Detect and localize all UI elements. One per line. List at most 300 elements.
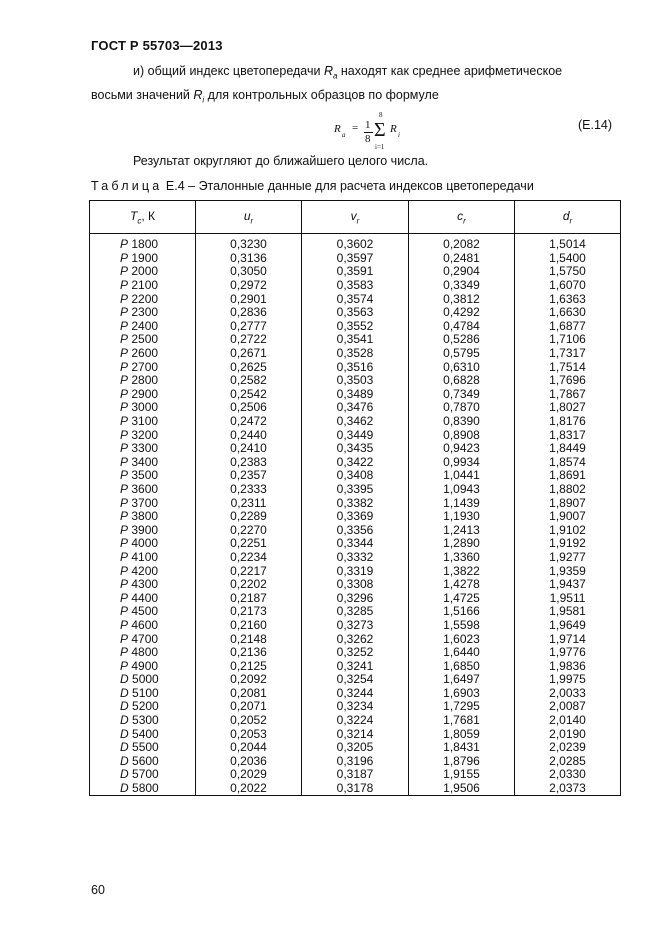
cell-temperature: [90, 591, 196, 605]
column-header-subscript: r: [250, 216, 254, 226]
table-row: [90, 537, 621, 551]
table-row: [90, 591, 621, 605]
cell-v: 0,3591: [302, 265, 409, 279]
cell-v: 0,3254: [302, 673, 409, 687]
formula-lhs: R: [334, 123, 341, 135]
table-row: [90, 347, 621, 361]
cell-c: 1,6440: [409, 646, 515, 660]
cell-d: 2,0087: [515, 700, 621, 714]
temperature-value: 4600: [131, 617, 159, 632]
table-row: [90, 632, 621, 646]
table-row: [90, 415, 621, 429]
cell-c: 0,7870: [409, 401, 515, 415]
cell-u: 0,2440: [196, 428, 302, 442]
table-caption: [91, 178, 534, 194]
cell-v: 0,3187: [302, 768, 409, 782]
temperature-value: 2700: [131, 359, 159, 374]
cell-temperature: [90, 564, 196, 578]
cell-v: 0,3583: [302, 279, 409, 293]
temperature-value: 1800: [131, 237, 159, 252]
cell-v: 0,3382: [302, 496, 409, 510]
illuminant-type: P: [120, 481, 129, 496]
temperature-value: 2100: [131, 278, 159, 293]
cell-c: 0,3349: [409, 279, 515, 293]
column-header-subscript: r: [356, 216, 360, 226]
temperature-value: 2000: [131, 264, 159, 279]
table-row: [90, 510, 621, 524]
column-header-symbol: T: [129, 208, 138, 223]
column-header-3: [409, 201, 515, 234]
temperature-value: 2800: [131, 373, 159, 388]
temperature-value: 4300: [131, 577, 159, 592]
paragraph-1-symbol: R: [323, 64, 333, 78]
cell-u: 0,2311: [196, 496, 302, 510]
temperature-value: 1900: [131, 250, 159, 265]
cell-u: 0,3136: [196, 252, 302, 266]
cell-u: 0,2671: [196, 347, 302, 361]
cell-d: 2,0033: [515, 687, 621, 701]
table-row: [90, 523, 621, 537]
illuminant-type: D: [120, 713, 129, 728]
formula-sum-lower: i=1: [375, 143, 385, 151]
cell-temperature: [90, 510, 196, 524]
cell-temperature: [90, 768, 196, 782]
cell-temperature: [90, 428, 196, 442]
cell-c: 1,6023: [409, 632, 515, 646]
cell-c: 1,5166: [409, 605, 515, 619]
table-row: [90, 252, 621, 266]
cell-temperature: [90, 727, 196, 741]
illuminant-type: P: [120, 305, 129, 320]
temperature-value: 3900: [131, 522, 159, 537]
cell-d: 1,8449: [515, 442, 621, 456]
cell-d: 1,8574: [515, 456, 621, 470]
cell-d: 1,5400: [515, 252, 621, 266]
table-row: [90, 469, 621, 483]
temperature-value: 3600: [131, 481, 159, 496]
table-row: [90, 483, 621, 497]
cell-v: 0,3332: [302, 551, 409, 565]
temperature-value: 5300: [132, 713, 159, 728]
cell-u: 0,2052: [196, 714, 302, 728]
cell-temperature: [90, 374, 196, 388]
temperature-value: 3200: [131, 427, 159, 442]
cell-v: 0,3369: [302, 510, 409, 524]
cell-u: 0,2044: [196, 741, 302, 755]
column-header-symbol: d: [562, 208, 570, 223]
paragraph-1-line2-prefix: восьми значений: [91, 88, 194, 102]
table-row: [90, 442, 621, 456]
cell-d: 1,9277: [515, 551, 621, 565]
column-header-suffix: , К: [141, 208, 155, 223]
cell-v: 0,3244: [302, 687, 409, 701]
cell-c: 1,2890: [409, 537, 515, 551]
table-caption-number: Е.4: [165, 179, 185, 193]
temperature-value: 4200: [131, 563, 159, 578]
illuminant-type: P: [120, 454, 129, 469]
cell-temperature: [90, 469, 196, 483]
cell-temperature: [90, 442, 196, 456]
cell-temperature: [90, 687, 196, 701]
temperature-value: 5100: [132, 685, 159, 700]
cell-v: 0,3503: [302, 374, 409, 388]
temperature-value: 3800: [131, 509, 159, 524]
illuminant-type: P: [120, 373, 129, 388]
cell-d: 1,8691: [515, 469, 621, 483]
cell-u: 0,2582: [196, 374, 302, 388]
table-row: [90, 659, 621, 673]
illuminant-type: P: [120, 577, 129, 592]
illuminant-type: P: [120, 237, 129, 252]
cell-c: 0,3812: [409, 292, 515, 306]
cell-temperature: [90, 714, 196, 728]
cell-d: 1,8802: [515, 483, 621, 497]
cell-c: 1,9155: [409, 768, 515, 782]
cell-u: 0,2234: [196, 551, 302, 565]
cell-u: 0,2251: [196, 537, 302, 551]
sum-sigma-icon: Σ: [374, 119, 386, 141]
temperature-value: 2600: [131, 346, 159, 361]
cell-c: 1,8796: [409, 755, 515, 769]
cell-v: 0,3541: [302, 333, 409, 347]
temperature-value: 4700: [131, 631, 159, 646]
formula-e14: [334, 110, 414, 154]
illuminant-type: P: [120, 563, 129, 578]
cell-c: 1,6497: [409, 673, 515, 687]
table-header-row: [90, 201, 621, 234]
cell-d: 1,8027: [515, 401, 621, 415]
cell-v: 0,3319: [302, 564, 409, 578]
cell-d: 2,0330: [515, 768, 621, 782]
cell-temperature: [90, 619, 196, 633]
cell-u: 0,2836: [196, 306, 302, 320]
cell-d: 1,9511: [515, 591, 621, 605]
cell-c: 1,4278: [409, 578, 515, 592]
formula-term-sub: i: [398, 131, 400, 139]
cell-u: 0,2901: [196, 292, 302, 306]
cell-d: 1,9581: [515, 605, 621, 619]
cell-temperature: [90, 551, 196, 565]
cell-temperature: [90, 347, 196, 361]
table-row: [90, 605, 621, 619]
cell-temperature: [90, 646, 196, 660]
cell-v: 0,3262: [302, 632, 409, 646]
cell-u: 0,2472: [196, 415, 302, 429]
cell-v: 0,3462: [302, 415, 409, 429]
cell-v: 0,3574: [302, 292, 409, 306]
cell-u: 0,2148: [196, 632, 302, 646]
cell-d: 1,9192: [515, 537, 621, 551]
cell-temperature: [90, 306, 196, 320]
table-row: [90, 428, 621, 442]
cell-d: 1,6070: [515, 279, 621, 293]
cell-u: 0,2053: [196, 727, 302, 741]
paragraph-1-line-2: [91, 87, 439, 109]
cell-u: 0,2777: [196, 320, 302, 334]
cell-d: 1,9776: [515, 646, 621, 660]
cell-u: 0,2357: [196, 469, 302, 483]
cell-u: 0,2036: [196, 755, 302, 769]
paragraph-1-line2-symbol-sub: i: [202, 95, 205, 105]
illuminant-type: D: [120, 699, 129, 714]
cell-temperature: [90, 496, 196, 510]
cell-v: 0,3196: [302, 755, 409, 769]
cell-c: 0,9934: [409, 456, 515, 470]
cell-u: 0,2125: [196, 659, 302, 673]
illuminant-type: P: [120, 468, 129, 483]
temperature-value: 5400: [132, 726, 159, 741]
cell-v: 0,3449: [302, 428, 409, 442]
temperature-value: 2500: [131, 332, 159, 347]
cell-c: 0,4292: [409, 306, 515, 320]
cell-temperature: [90, 659, 196, 673]
table-row: [90, 700, 621, 714]
cell-d: 1,8907: [515, 496, 621, 510]
table-header: [90, 201, 621, 234]
illuminant-type: P: [120, 278, 129, 293]
cell-v: 0,3224: [302, 714, 409, 728]
cell-u: 0,2071: [196, 700, 302, 714]
column-header-symbol: u: [243, 208, 251, 223]
table-row: [90, 782, 621, 796]
cell-d: 1,9836: [515, 659, 621, 673]
table-row: [90, 279, 621, 293]
table-row: [90, 360, 621, 374]
cell-v: 0,3408: [302, 469, 409, 483]
column-header-1: [196, 201, 302, 234]
cell-d: 2,0239: [515, 741, 621, 755]
paragraph-1-line-1: [133, 63, 562, 85]
cell-temperature: [90, 605, 196, 619]
table-row: [90, 714, 621, 728]
cell-u: 0,2081: [196, 687, 302, 701]
illuminant-type: P: [120, 346, 129, 361]
formula-numerator: 1: [365, 119, 371, 131]
table-row: [90, 687, 621, 701]
cell-u: 0,2625: [196, 360, 302, 374]
cell-v: 0,3395: [302, 483, 409, 497]
formula-lhs-sub: a: [342, 131, 346, 139]
cell-temperature: [90, 537, 196, 551]
cell-c: 1,5598: [409, 619, 515, 633]
cell-c: 1,0943: [409, 483, 515, 497]
cell-d: 1,8176: [515, 415, 621, 429]
cell-d: 1,7867: [515, 388, 621, 402]
temperature-value: 3400: [131, 454, 159, 469]
column-header-2: [302, 201, 409, 234]
formula-denominator: 8: [365, 133, 371, 145]
illuminant-type: P: [120, 617, 129, 632]
cell-d: 2,0140: [515, 714, 621, 728]
cell-d: 1,6877: [515, 320, 621, 334]
cell-temperature: [90, 360, 196, 374]
column-header-0: [90, 201, 196, 234]
cell-d: 1,9007: [515, 510, 621, 524]
cell-temperature: [90, 265, 196, 279]
reference-data-table: [89, 200, 621, 796]
cell-u: 0,3230: [196, 234, 302, 252]
cell-u: 0,2270: [196, 523, 302, 537]
cell-c: 0,8908: [409, 428, 515, 442]
table-row: [90, 564, 621, 578]
paragraph-1-suffix: находят как среднее арифметическое: [337, 64, 563, 78]
cell-u: 0,2383: [196, 456, 302, 470]
cell-v: 0,3178: [302, 782, 409, 796]
cell-c: 1,9506: [409, 782, 515, 796]
illuminant-type: P: [120, 318, 129, 333]
cell-d: 1,9975: [515, 673, 621, 687]
illuminant-type: P: [120, 590, 129, 605]
cell-c: 0,2904: [409, 265, 515, 279]
illuminant-type: P: [120, 332, 129, 347]
illuminant-type: D: [120, 767, 129, 782]
temperature-value: 3300: [131, 441, 159, 456]
page-number: 60: [91, 883, 105, 897]
cell-d: 1,9649: [515, 619, 621, 633]
temperature-value: 2400: [131, 318, 159, 333]
cell-c: 1,8431: [409, 741, 515, 755]
table-row: [90, 551, 621, 565]
cell-c: 0,5795: [409, 347, 515, 361]
cell-v: 0,3241: [302, 659, 409, 673]
cell-d: 1,9437: [515, 578, 621, 592]
column-header-4: [515, 201, 621, 234]
cell-u: 0,2217: [196, 564, 302, 578]
cell-u: 0,2333: [196, 483, 302, 497]
temperature-value: 4400: [131, 590, 159, 605]
document-header: ГОСТ Р 55703—2013: [91, 38, 223, 53]
formula-equals: =: [352, 122, 359, 134]
cell-u: 0,2506: [196, 401, 302, 415]
cell-temperature: [90, 741, 196, 755]
cell-u: 0,2722: [196, 333, 302, 347]
cell-d: 2,0373: [515, 782, 621, 796]
column-header-symbol: v: [350, 208, 357, 223]
cell-v: 0,3205: [302, 741, 409, 755]
cell-v: 0,3563: [302, 306, 409, 320]
table-row: [90, 619, 621, 633]
cell-u: 0,2972: [196, 279, 302, 293]
cell-temperature: [90, 388, 196, 402]
cell-temperature: [90, 523, 196, 537]
cell-c: 0,6310: [409, 360, 515, 374]
cell-v: 0,3422: [302, 456, 409, 470]
cell-c: 1,1439: [409, 496, 515, 510]
cell-u: 0,3050: [196, 265, 302, 279]
cell-v: 0,3602: [302, 234, 409, 252]
table-row: [90, 265, 621, 279]
cell-d: 1,7106: [515, 333, 621, 347]
cell-d: 1,7696: [515, 374, 621, 388]
column-header-symbol: c: [457, 208, 464, 223]
illuminant-type: P: [120, 291, 129, 306]
cell-temperature: [90, 632, 196, 646]
cell-v: 0,3528: [302, 347, 409, 361]
illuminant-type: P: [120, 386, 129, 401]
temperature-value: 5500: [132, 740, 159, 755]
temperature-value: 4000: [131, 536, 159, 551]
cell-temperature: [90, 320, 196, 334]
illuminant-type: P: [120, 549, 129, 564]
cell-c: 1,0441: [409, 469, 515, 483]
cell-temperature: [90, 456, 196, 470]
illuminant-type: P: [120, 250, 129, 265]
illuminant-type: P: [120, 509, 129, 524]
illuminant-type: P: [120, 658, 129, 673]
temperature-value: 3700: [131, 495, 159, 510]
illuminant-type: P: [120, 400, 129, 415]
cell-v: 0,3344: [302, 537, 409, 551]
temperature-value: 4500: [131, 604, 159, 619]
cell-c: 1,3822: [409, 564, 515, 578]
table-row: [90, 768, 621, 782]
cell-c: 1,7295: [409, 700, 515, 714]
cell-v: 0,3489: [302, 388, 409, 402]
cell-d: 1,6630: [515, 306, 621, 320]
cell-temperature: [90, 782, 196, 796]
illuminant-type: P: [120, 441, 129, 456]
temperature-value: 5600: [132, 753, 159, 768]
cell-u: 0,2410: [196, 442, 302, 456]
illuminant-type: P: [120, 645, 129, 660]
table-body: [90, 234, 621, 796]
temperature-value: 3000: [131, 400, 159, 415]
temperature-value: 3500: [131, 468, 159, 483]
cell-c: 1,6903: [409, 687, 515, 701]
cell-temperature: [90, 252, 196, 266]
cell-v: 0,3308: [302, 578, 409, 592]
table-caption-title: – Эталонные данные для расчета индексов цветопередачи: [184, 179, 534, 193]
cell-v: 0,3356: [302, 523, 409, 537]
cell-c: 1,8059: [409, 727, 515, 741]
cell-u: 0,2136: [196, 646, 302, 660]
illuminant-type: P: [120, 522, 129, 537]
cell-u: 0,2160: [196, 619, 302, 633]
paragraph-1-line2-symbol: R: [193, 88, 203, 102]
table-row: [90, 741, 621, 755]
temperature-value: 2200: [131, 291, 159, 306]
cell-temperature: [90, 333, 196, 347]
illuminant-type: P: [120, 359, 129, 374]
illuminant-type: P: [120, 264, 129, 279]
illuminant-type: D: [120, 726, 129, 741]
cell-u: 0,2187: [196, 591, 302, 605]
table-row: [90, 456, 621, 470]
cell-u: 0,2173: [196, 605, 302, 619]
cell-u: 0,2092: [196, 673, 302, 687]
table-row: [90, 234, 621, 252]
cell-c: 0,2481: [409, 252, 515, 266]
cell-v: 0,3516: [302, 360, 409, 374]
cell-temperature: [90, 700, 196, 714]
cell-u: 0,2022: [196, 782, 302, 796]
cell-d: 1,6363: [515, 292, 621, 306]
temperature-value: 2300: [131, 305, 159, 320]
table-row: [90, 755, 621, 769]
table-row: [90, 388, 621, 402]
cell-v: 0,3234: [302, 700, 409, 714]
cell-temperature: [90, 234, 196, 252]
column-header-subscript: r: [463, 216, 466, 226]
cell-v: 0,3252: [302, 646, 409, 660]
table-row: [90, 578, 621, 592]
table-caption-label: Таблица: [91, 179, 163, 193]
table-row: [90, 306, 621, 320]
table-row: [90, 496, 621, 510]
cell-v: 0,3214: [302, 727, 409, 741]
formula-term: R: [390, 123, 397, 135]
paragraph-1-prefix: и) общий индекс цветопередачи: [133, 64, 324, 78]
